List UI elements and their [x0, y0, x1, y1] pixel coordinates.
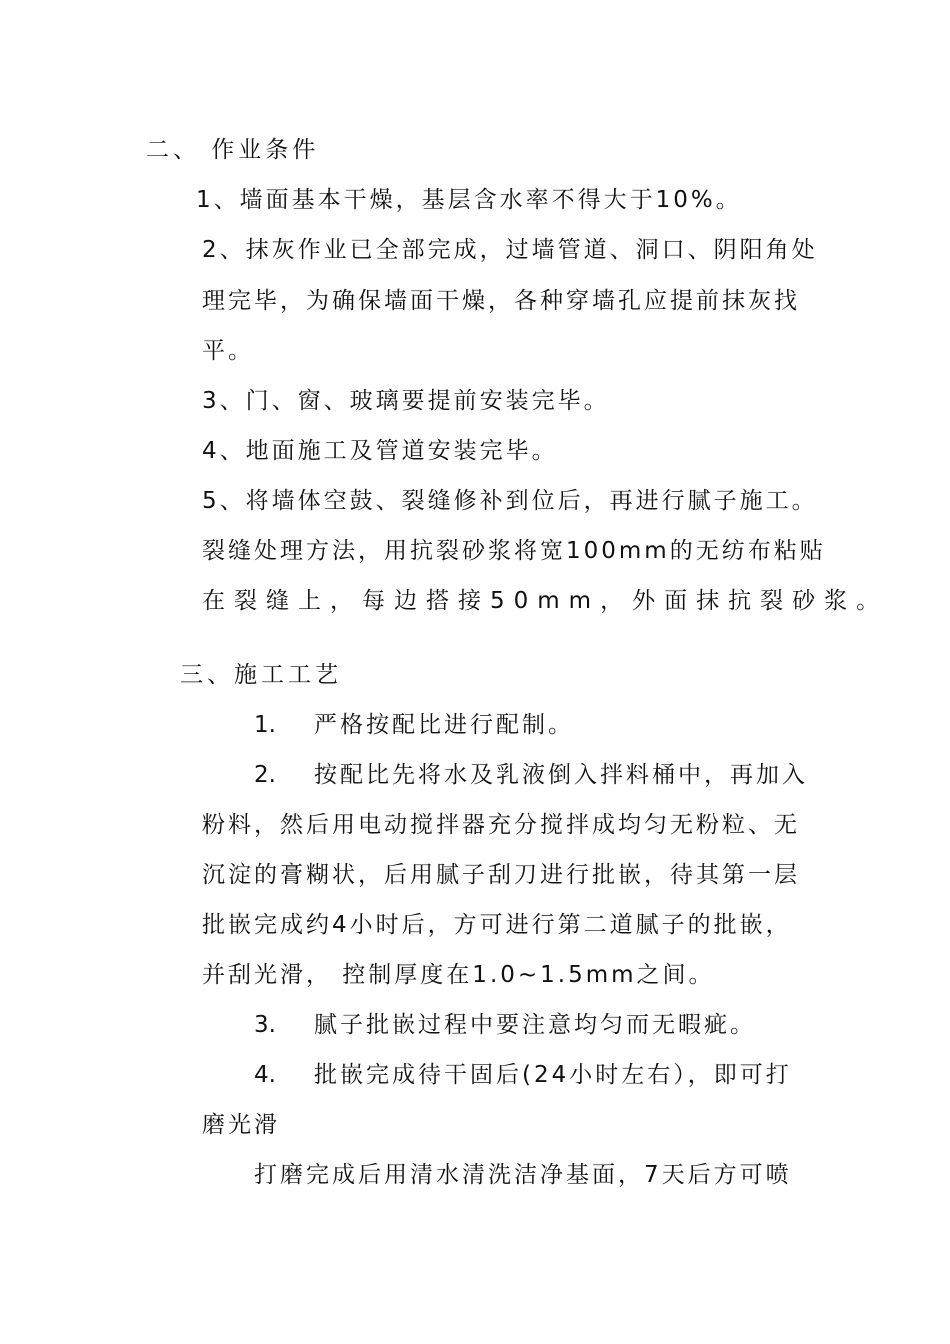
step-number: 4. — [254, 1062, 276, 1088]
step-number: 3. — [254, 1012, 276, 1038]
section-3-heading: 三、施工工艺 — [180, 662, 342, 688]
process-step-2-cont-3: 批嵌完成约4小时后，方可进行第二道腻子的批嵌， — [202, 912, 792, 938]
process-step-4-cont: 磨光滑 — [202, 1112, 280, 1138]
condition-item-2-cont-1: 理完毕，为确保墙面干燥，各种穿墙孔应提前抹灰找 — [202, 288, 800, 314]
process-step-4 — [254, 1060, 792, 1090]
condition-item-1: 1、墙面基本干燥，基层含水率不得大于10%。 — [196, 187, 742, 213]
section-2-heading: 二、 作业条件 — [146, 137, 320, 163]
step-text: 严格按配比进行配制。 — [314, 712, 574, 738]
step-text: 批嵌完成待干固后(24小时左右），即可打 — [314, 1062, 792, 1088]
condition-item-4: 4、地面施工及管道安装完毕。 — [202, 438, 558, 464]
process-step-2-cont-2: 沉淀的膏糊状，后用腻子刮刀进行批嵌，待其第一层 — [202, 862, 800, 888]
condition-item-2-cont-2: 平。 — [202, 338, 254, 364]
condition-item-5-cont-1: 裂缝处理方法，用抗裂砂浆将宽100mm的无纺布粘贴 — [202, 538, 826, 564]
condition-item-3: 3、门、窗、玻璃要提前安装完毕。 — [202, 388, 610, 414]
process-step-3 — [254, 1010, 756, 1040]
process-final-paragraph: 打磨完成后用清水清洗洁净基面，7天后方可喷 — [254, 1162, 792, 1188]
condition-item-5-cont-2: 在裂缝上，每边搭接50mm，外面抹抗裂砂浆。 — [202, 588, 889, 614]
process-step-2-cont-1: 粉料，然后用电动搅拌器充分搅拌成均匀无粉粒、无 — [202, 812, 800, 838]
step-text: 按配比先将水及乳液倒入拌料桶中，再加入 — [314, 762, 808, 788]
process-step-2 — [254, 760, 808, 790]
condition-item-5: 5、将墙体空鼓、裂缝修补到位后，再进行腻子施工。 — [202, 488, 818, 514]
condition-item-2: 2、抹灰作业已全部完成，过墙管道、洞口、阴阳角处 — [202, 237, 818, 263]
process-step-2-cont-4: 并刮光滑， 控制厚度在1.0~1.5mm之间。 — [202, 962, 715, 988]
step-number: 1. — [254, 712, 276, 738]
step-number: 2. — [254, 762, 276, 788]
process-step-1 — [254, 710, 574, 740]
step-text: 腻子批嵌过程中要注意均匀而无暇疵。 — [314, 1012, 756, 1038]
